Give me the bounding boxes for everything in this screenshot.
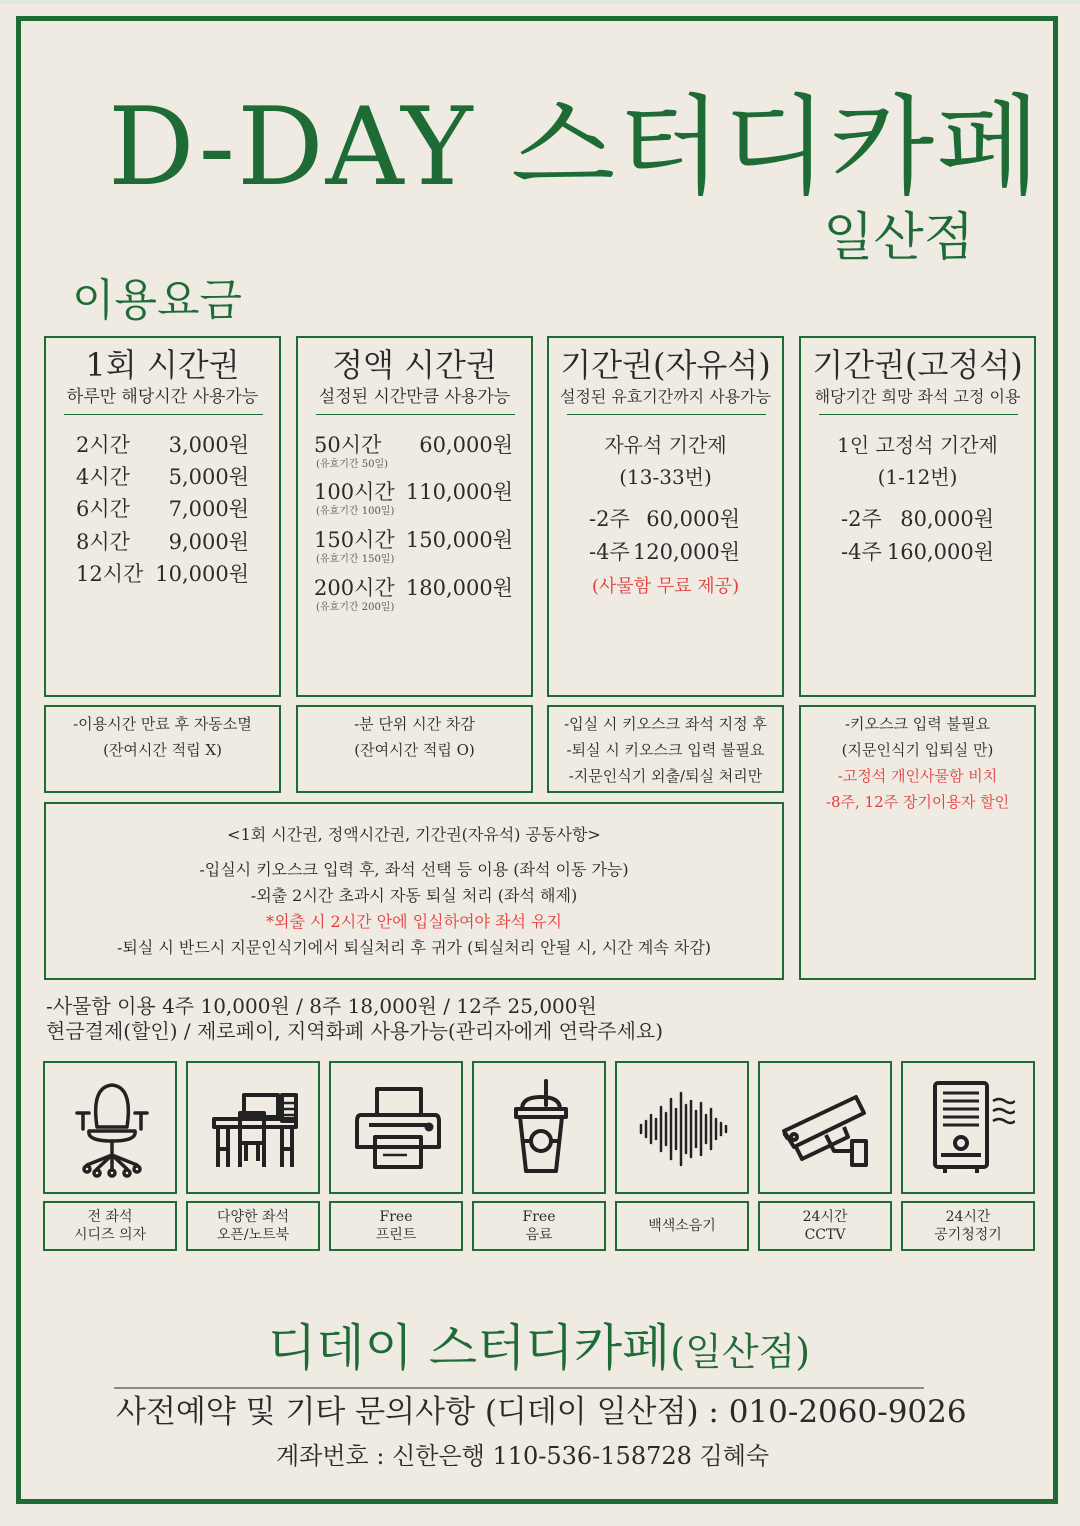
locker-free-note: (사물함 무료 제공) <box>591 576 740 597</box>
price-value: 120,000원 <box>632 540 740 564</box>
cctv-camera-icon <box>782 1079 872 1179</box>
price-label: -4주 <box>589 540 630 564</box>
branch-name: 일산점 <box>823 208 974 268</box>
amenity-icon-box <box>901 1061 1035 1194</box>
amenity-label-line: 24시간 <box>945 1209 991 1225</box>
sound-wave-icon <box>639 1079 729 1179</box>
card-title: 기간권(고정석) <box>812 346 1023 384</box>
footer-name: 디데이 스터디카페 <box>268 1319 671 1377</box>
desk-icon <box>210 1079 300 1179</box>
validity-note: (유효기간 200일) <box>316 602 395 613</box>
price-value: 7,000원 <box>168 497 249 521</box>
common-note-line: -외출 2시간 초과시 자동 퇴실 처리 (좌석 해제) <box>250 886 578 905</box>
price-label: 8시간 <box>76 530 130 554</box>
drink-cup-icon <box>496 1079 586 1179</box>
amenity-label-line: 프린트 <box>375 1227 417 1243</box>
amenity-icon-box <box>758 1061 892 1194</box>
price-value: 80,000원 <box>900 507 994 531</box>
note-line: -지문인식기 외출/퇴실 처리만 <box>568 767 763 785</box>
seat-range: (13-33번) <box>619 465 712 489</box>
amenity-label-line: 음료 <box>525 1227 553 1243</box>
price-value: 5,000원 <box>168 465 249 489</box>
bank-account-line: 계좌번호 : 신한은행 110-536-158728 김혜숙 <box>276 1442 770 1470</box>
validity-note: (유효기간 50일) <box>316 459 389 470</box>
card-single-time <box>44 336 281 697</box>
amenity-label-line: 백색소음기 <box>648 1218 716 1234</box>
price-label: 4시간 <box>76 465 130 489</box>
card-divider <box>64 414 263 415</box>
amenity-label-line: 24시간 <box>802 1209 848 1225</box>
note-box-single-time <box>44 705 281 793</box>
card-title: 기간권(자유석) <box>560 346 771 384</box>
amenity-label-line: 전 좌석 <box>87 1209 133 1225</box>
note-line: (잔여시간 적립 O) <box>354 741 475 759</box>
note-line: -키오스크 입력 불필요 <box>844 715 990 733</box>
amenity-label <box>472 1201 606 1251</box>
price-label: -4주 <box>841 540 882 564</box>
note-line-highlight: -8주, 12주 장기이용자 할인 <box>825 793 1010 811</box>
price-label: 200시간 <box>314 576 395 600</box>
amenity-icon-box <box>329 1061 463 1194</box>
price-value: 60,000원 <box>419 433 513 457</box>
amenity-label-line: 시디즈 의자 <box>73 1227 147 1243</box>
price-value: 9,000원 <box>168 530 249 554</box>
price-value: 10,000원 <box>155 562 249 586</box>
amenity-label <box>329 1201 463 1251</box>
amenity-label-line: 다양한 좌석 <box>216 1209 290 1225</box>
amenity-icon-box <box>43 1061 177 1194</box>
note-line: -이용시간 만료 후 자동소멸 <box>73 715 252 733</box>
price-label: 12시간 <box>76 562 144 586</box>
amenity-label-line: Free <box>522 1209 556 1225</box>
card-period-fixed-seat <box>799 336 1036 697</box>
price-label: 150시간 <box>314 528 395 552</box>
price-label: 6시간 <box>76 497 130 521</box>
price-value: 110,000원 <box>405 480 513 504</box>
card-subtitle: 설정된 유효기간까지 사용가능 <box>559 387 772 406</box>
price-value: 150,000원 <box>405 528 513 552</box>
card-subtitle: 하루만 해당시간 사용가능 <box>66 387 259 407</box>
card-subtitle: 설정된 시간만큼 사용가능 <box>318 387 511 407</box>
contact-line: 사전예약 및 기타 문의사항 (디데이 일산점) : 010-2060-9026 <box>116 1394 967 1430</box>
card-fixed-amount <box>296 336 533 697</box>
amenity-label <box>758 1201 892 1251</box>
common-note-line: -입실시 키오스크 입력 후, 좌석 선택 등 이용 (좌석 이동 가능) <box>199 860 629 879</box>
common-notes-box <box>44 802 784 980</box>
amenity-label <box>186 1201 320 1251</box>
amenity-label <box>615 1201 749 1251</box>
payment-info: 현금결제(할인) / 제로페이, 지역화폐 사용가능(관리자에게 연락주세요) <box>46 1019 664 1043</box>
price-value: 160,000원 <box>886 540 994 564</box>
poster-title: D-DAY 스터디카페 <box>108 85 1043 210</box>
price-value: 3,000원 <box>168 433 249 457</box>
note-line: -분 단위 시간 차감 <box>354 715 475 733</box>
common-notes-title: <1회 시간권, 정액시간권, 기간권(자유석) 공동사항> <box>227 825 601 844</box>
common-note-warning: *외출 시 2시간 안에 입실하여야 좌석 유지 <box>266 912 562 931</box>
note-box-free-seat <box>547 705 784 793</box>
seat-range: (1-12번) <box>877 465 958 489</box>
card-period-free-seat <box>547 336 784 697</box>
footer-divider <box>114 1387 924 1389</box>
note-box-fixed-amount <box>296 705 533 793</box>
amenity-label <box>901 1201 1035 1251</box>
note-line-highlight: -고정석 개인사물함 비치 <box>837 767 998 785</box>
price-label: -2주 <box>841 507 882 531</box>
footer-branch: (일산점) <box>670 1330 811 1374</box>
note-box-fixed-seat <box>799 705 1036 980</box>
amenity-icon-box <box>186 1061 320 1194</box>
price-value: 60,000원 <box>646 507 740 531</box>
price-label: -2주 <box>589 507 630 531</box>
card-title: 1회 시간권 <box>85 346 240 384</box>
price-label: 50시간 <box>314 433 382 457</box>
note-line: (잔여시간 적립 X) <box>103 741 222 759</box>
card-divider <box>819 414 1018 415</box>
amenity-icon-box <box>472 1061 606 1194</box>
amenity-label-line: Free <box>379 1209 413 1225</box>
note-line: (지문인식기 입퇴실 만) <box>841 741 994 759</box>
note-line: -입실 시 키오스크 좌석 지정 후 <box>564 715 767 733</box>
footer-cafe-name <box>268 1316 810 1384</box>
validity-note: (유효기간 100일) <box>316 506 395 517</box>
card-divider <box>316 414 515 415</box>
amenity-label-line: CCTV <box>804 1227 846 1243</box>
top-strip <box>0 0 1080 4</box>
plan-heading: 1인 고정석 기간제 <box>837 433 998 457</box>
note-line: -퇴실 시 키오스크 입력 불필요 <box>566 741 765 759</box>
validity-note: (유효기간 150일) <box>316 554 395 565</box>
amenity-label <box>43 1201 177 1251</box>
price-label: 2시간 <box>76 433 130 457</box>
office-chair-icon <box>67 1079 157 1179</box>
price-label: 100시간 <box>314 480 395 504</box>
printer-icon <box>353 1079 443 1179</box>
card-subtitle: 해당기간 희망 좌석 고정 이용 <box>814 387 1021 406</box>
card-divider <box>567 414 766 415</box>
amenity-label-line: 오픈/노트북 <box>216 1227 290 1243</box>
locker-price-info: -사물함 이용 4주 10,000원 / 8주 18,000원 / 12주 25,000원 <box>46 994 597 1018</box>
plan-heading: 자유석 기간제 <box>604 433 727 457</box>
amenity-icon-box <box>615 1061 749 1194</box>
common-note-line: -퇴실 시 반드시 지문인식기에서 퇴실처리 후 귀가 (퇴실처리 안될 시, 시간 계속 차감) <box>116 938 712 957</box>
amenity-label-line: 공기청정기 <box>934 1227 1002 1243</box>
price-value: 180,000원 <box>405 576 513 600</box>
card-title: 정액 시간권 <box>332 346 497 384</box>
air-purifier-icon <box>925 1079 1015 1179</box>
section-heading: 이용요금 <box>72 275 243 326</box>
